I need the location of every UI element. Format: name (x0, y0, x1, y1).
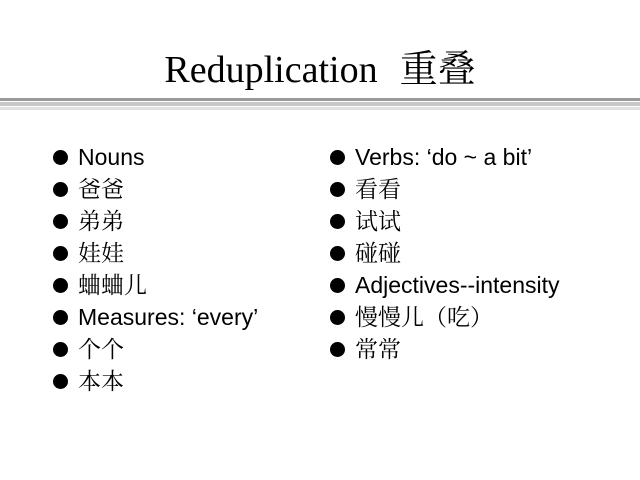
list-item (330, 205, 630, 237)
bullet-icon (53, 278, 68, 293)
list-item-nouns (53, 141, 323, 173)
bullet-icon (330, 342, 345, 357)
list-item (330, 237, 630, 269)
title-divider (0, 98, 640, 112)
list-item-text: 常常 (355, 336, 401, 362)
list-item-text: 碰碰 (355, 240, 401, 266)
bullet-icon (53, 246, 68, 261)
bullet-icon (330, 246, 345, 261)
list-item-text: Adjectives--intensity (355, 272, 560, 298)
bullet-icon (330, 278, 345, 293)
list-item-text: Measures: ‘every’ (78, 304, 259, 330)
slide-title (0, 42, 640, 97)
list-item (53, 205, 323, 237)
list-item-text: 弟弟 (78, 208, 124, 234)
divider-line (0, 98, 640, 101)
bullet-icon (53, 214, 68, 229)
title-english: Reduplication (164, 49, 378, 91)
list-item (53, 365, 323, 397)
list-item (330, 301, 630, 333)
divider-line (0, 102, 640, 106)
list-item (53, 237, 323, 269)
list-item (53, 173, 323, 205)
list-item-text: 慢慢儿（吃） (355, 304, 493, 330)
list-item-text: Verbs: ‘do ~ a bit’ (355, 144, 533, 170)
bullet-icon (53, 182, 68, 197)
bullet-icon (330, 150, 345, 165)
list-item-text: 看看 (355, 176, 401, 202)
list-item-measures (53, 301, 323, 333)
bullet-icon (53, 310, 68, 325)
bullet-icon (53, 150, 68, 165)
bullet-icon (53, 374, 68, 389)
bullet-icon (330, 182, 345, 197)
right-bullet-list (330, 141, 630, 365)
list-item-text: Nouns (78, 144, 145, 170)
list-item-text: 本本 (78, 368, 124, 394)
list-item-text: 试试 (355, 208, 401, 234)
list-item-text: 蛐蛐儿 (78, 272, 147, 298)
list-item (330, 173, 630, 205)
list-item (53, 333, 323, 365)
list-item-text: 爸爸 (78, 176, 124, 202)
list-item-verbs (330, 141, 630, 173)
bullet-icon (330, 214, 345, 229)
bullet-icon (53, 342, 68, 357)
left-bullet-list (53, 141, 323, 397)
bullet-icon (330, 310, 345, 325)
list-item-adjectives (330, 269, 630, 301)
list-item (330, 333, 630, 365)
list-item-text: 个个 (78, 336, 124, 362)
divider-line (0, 107, 640, 110)
list-item (53, 269, 323, 301)
list-item-text: 娃娃 (78, 240, 124, 266)
title-chinese: 重叠 (399, 47, 476, 91)
